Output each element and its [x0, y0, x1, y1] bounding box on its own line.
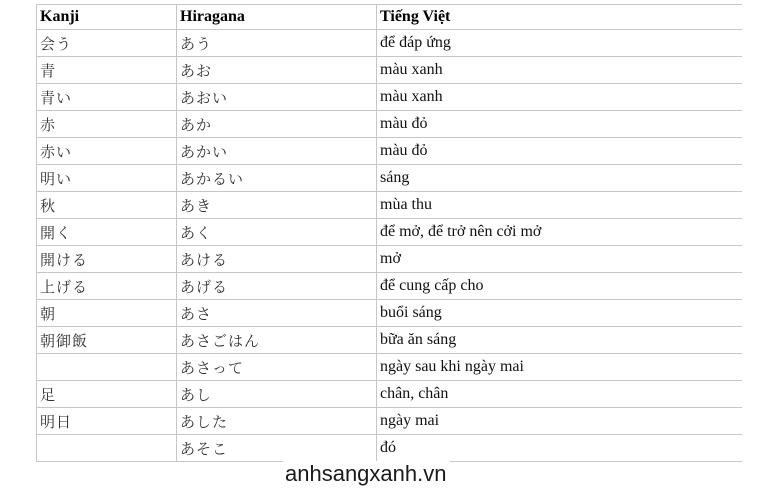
- meaning-cell: bữa ăn sáng: [377, 327, 743, 354]
- kanji-cell: 会う: [37, 30, 177, 57]
- table-row: [37, 435, 743, 462]
- meaning-cell: màu xanh: [377, 57, 743, 84]
- vocabulary-table-container: [36, 4, 742, 491]
- kanji-cell: 赤: [37, 111, 177, 138]
- kanji-cell: 足: [37, 381, 177, 408]
- meaning-cell: sáng: [377, 165, 743, 192]
- table-row: [37, 273, 743, 300]
- table-row: [37, 57, 743, 84]
- table-row: [37, 327, 743, 354]
- meaning-cell: đó: [377, 435, 743, 462]
- kanji-cell: [37, 354, 177, 381]
- hiragana-cell: あおい: [177, 84, 377, 111]
- table-row: [37, 30, 743, 57]
- hiragana-cell: あさ: [177, 300, 377, 327]
- meaning-cell: buổi sáng: [377, 300, 743, 327]
- header-hiragana: Hiragana: [177, 5, 377, 30]
- hiragana-cell: あう: [177, 30, 377, 57]
- hiragana-cell: あける: [177, 246, 377, 273]
- kanji-cell: 明日: [37, 408, 177, 435]
- meaning-cell: ngày sau khi ngày mai: [377, 354, 743, 381]
- table-header-row: [37, 5, 743, 30]
- hiragana-cell: あさごはん: [177, 327, 377, 354]
- kanji-cell: 朝: [37, 300, 177, 327]
- table-row: [37, 84, 743, 111]
- hiragana-cell: あした: [177, 408, 377, 435]
- hiragana-cell: あく: [177, 219, 377, 246]
- kanji-cell: 赤い: [37, 138, 177, 165]
- meaning-cell: ngày mai: [377, 408, 743, 435]
- watermark: anhsangxanh.vn: [283, 461, 450, 487]
- table-row: [37, 138, 743, 165]
- header-kanji: Kanji: [37, 5, 177, 30]
- table-row: [37, 246, 743, 273]
- meaning-cell: để đáp ứng: [377, 30, 743, 57]
- meaning-cell: để cung cấp cho: [377, 273, 743, 300]
- hiragana-cell: あかい: [177, 138, 377, 165]
- hiragana-cell: あさって: [177, 354, 377, 381]
- vocabulary-table: [36, 4, 742, 462]
- meaning-cell: để mở, để trở nên cởi mở: [377, 219, 743, 246]
- kanji-cell: [37, 435, 177, 462]
- table-row: [37, 111, 743, 138]
- table-row: [37, 354, 743, 381]
- table-row: [37, 219, 743, 246]
- header-vietnamese: Tiếng Việt: [377, 5, 743, 30]
- meaning-cell: mùa thu: [377, 192, 743, 219]
- hiragana-cell: あお: [177, 57, 377, 84]
- kanji-cell: 朝御飯: [37, 327, 177, 354]
- kanji-cell: 秋: [37, 192, 177, 219]
- table-row: [37, 408, 743, 435]
- kanji-cell: 開く: [37, 219, 177, 246]
- kanji-cell: 青い: [37, 84, 177, 111]
- meaning-cell: chân, chân: [377, 381, 743, 408]
- hiragana-cell: あげる: [177, 273, 377, 300]
- kanji-cell: 明い: [37, 165, 177, 192]
- hiragana-cell: あか: [177, 111, 377, 138]
- kanji-cell: 上げる: [37, 273, 177, 300]
- meaning-cell: màu đỏ: [377, 111, 743, 138]
- meaning-cell: mở: [377, 246, 743, 273]
- table-row: [37, 300, 743, 327]
- hiragana-cell: あし: [177, 381, 377, 408]
- kanji-cell: 開ける: [37, 246, 177, 273]
- meaning-cell: màu đỏ: [377, 138, 743, 165]
- meaning-cell: màu xanh: [377, 84, 743, 111]
- hiragana-cell: あそこ: [177, 435, 377, 462]
- kanji-cell: 青: [37, 57, 177, 84]
- hiragana-cell: あかるい: [177, 165, 377, 192]
- table-row: [37, 381, 743, 408]
- table-row: [37, 165, 743, 192]
- table-row: [37, 192, 743, 219]
- hiragana-cell: あき: [177, 192, 377, 219]
